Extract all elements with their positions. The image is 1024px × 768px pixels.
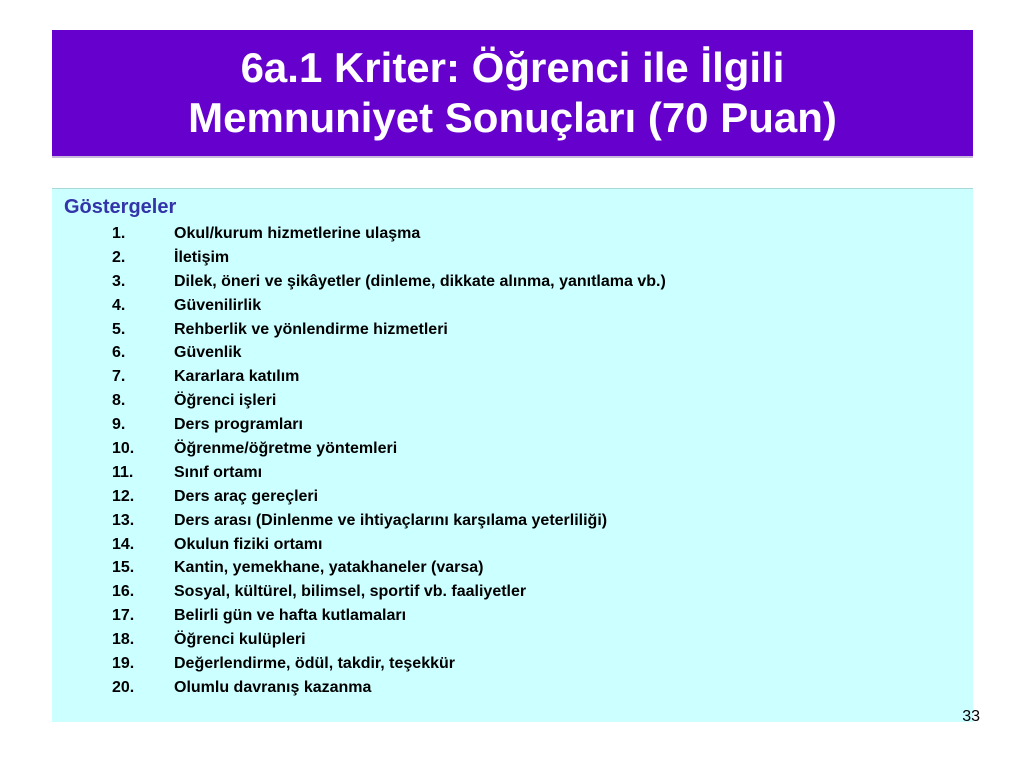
list-item-number: 13. bbox=[112, 511, 135, 529]
list-item-number: 14. bbox=[112, 535, 135, 553]
list-item-number: 12. bbox=[112, 487, 135, 505]
list-item-number: 2. bbox=[112, 248, 126, 266]
list-item-number: 20. bbox=[112, 678, 135, 696]
list-item-text: Okul/kurum hizmetlerine ulaşma bbox=[174, 225, 421, 242]
list-item-text: Öğrenme/öğretme yöntemleri bbox=[174, 440, 398, 458]
list-item-number: 7. bbox=[112, 368, 126, 386]
list-item-text: Ders arası (Dinlenme ve ihtiyaçlarını karşılama yeterliliği) bbox=[174, 511, 608, 529]
list-item-text: Değerlendirme, ödül, takdir, teşekkür bbox=[174, 655, 455, 673]
list-item-number: 11. bbox=[112, 463, 134, 481]
page-number: 33 bbox=[962, 708, 980, 722]
list-item-number: 8. bbox=[112, 392, 126, 410]
list-item-text: Kararlara katılım bbox=[174, 368, 300, 386]
list-item-number: 19. bbox=[112, 655, 135, 673]
list-item-number: 17. bbox=[112, 607, 135, 625]
title-banner bbox=[52, 30, 973, 158]
list-item-text: Sosyal, kültürel, bilimsel, sportif vb. faaliyetler bbox=[174, 583, 527, 601]
list-item-number: 5. bbox=[112, 320, 126, 338]
slide-title-line-1: 6a.1 Kriter: Öğrenci ile İlgili bbox=[240, 44, 785, 91]
list-item-number: 16. bbox=[112, 583, 135, 601]
list-item-text: Dilek, öneri ve şikâyetler (dinleme, dikkate alınma, yanıtlama vb.) bbox=[174, 272, 666, 290]
list-item-text: Öğrenci işleri bbox=[174, 392, 277, 410]
list-item-text: Rehberlik ve yönlendirme hizmetleri bbox=[174, 320, 448, 338]
list-item-text: Kantin, yemekhane, yatakhaneler (varsa) bbox=[174, 559, 484, 577]
list-item-number: 6. bbox=[112, 344, 126, 362]
list-item-text: Okulun fiziki ortamı bbox=[174, 535, 323, 553]
list-item-text: Güvenilirlik bbox=[174, 296, 262, 314]
list-item-text: Öğrenci kulüpleri bbox=[174, 631, 306, 649]
list-item-text: Olumlu davranış kazanma bbox=[174, 678, 372, 696]
list-item-number: 3. bbox=[112, 272, 126, 290]
list-item-number: 9. bbox=[112, 416, 126, 434]
list-item-number: 4. bbox=[112, 296, 126, 314]
list-item-text: Ders araç gereçleri bbox=[174, 487, 319, 505]
list-item-text: Güvenlik bbox=[174, 344, 242, 362]
content-panel bbox=[52, 188, 973, 722]
list-item-text: İletişim bbox=[174, 248, 230, 266]
list-item-text: Sınıf ortamı bbox=[174, 463, 263, 481]
list-item-number: 10. bbox=[112, 440, 135, 458]
section-heading: Göstergeler bbox=[64, 196, 177, 218]
list-item-number: 1. bbox=[112, 225, 126, 242]
list-item-number: 18. bbox=[112, 631, 135, 649]
list-item-number: 15. bbox=[112, 559, 135, 577]
list-item-text: Belirli gün ve hafta kutlamaları bbox=[174, 607, 407, 625]
slide-title-line-2: Memnuniyet Sonuçları (70 Puan) bbox=[188, 94, 837, 141]
list-item-text: Ders programları bbox=[174, 416, 303, 434]
